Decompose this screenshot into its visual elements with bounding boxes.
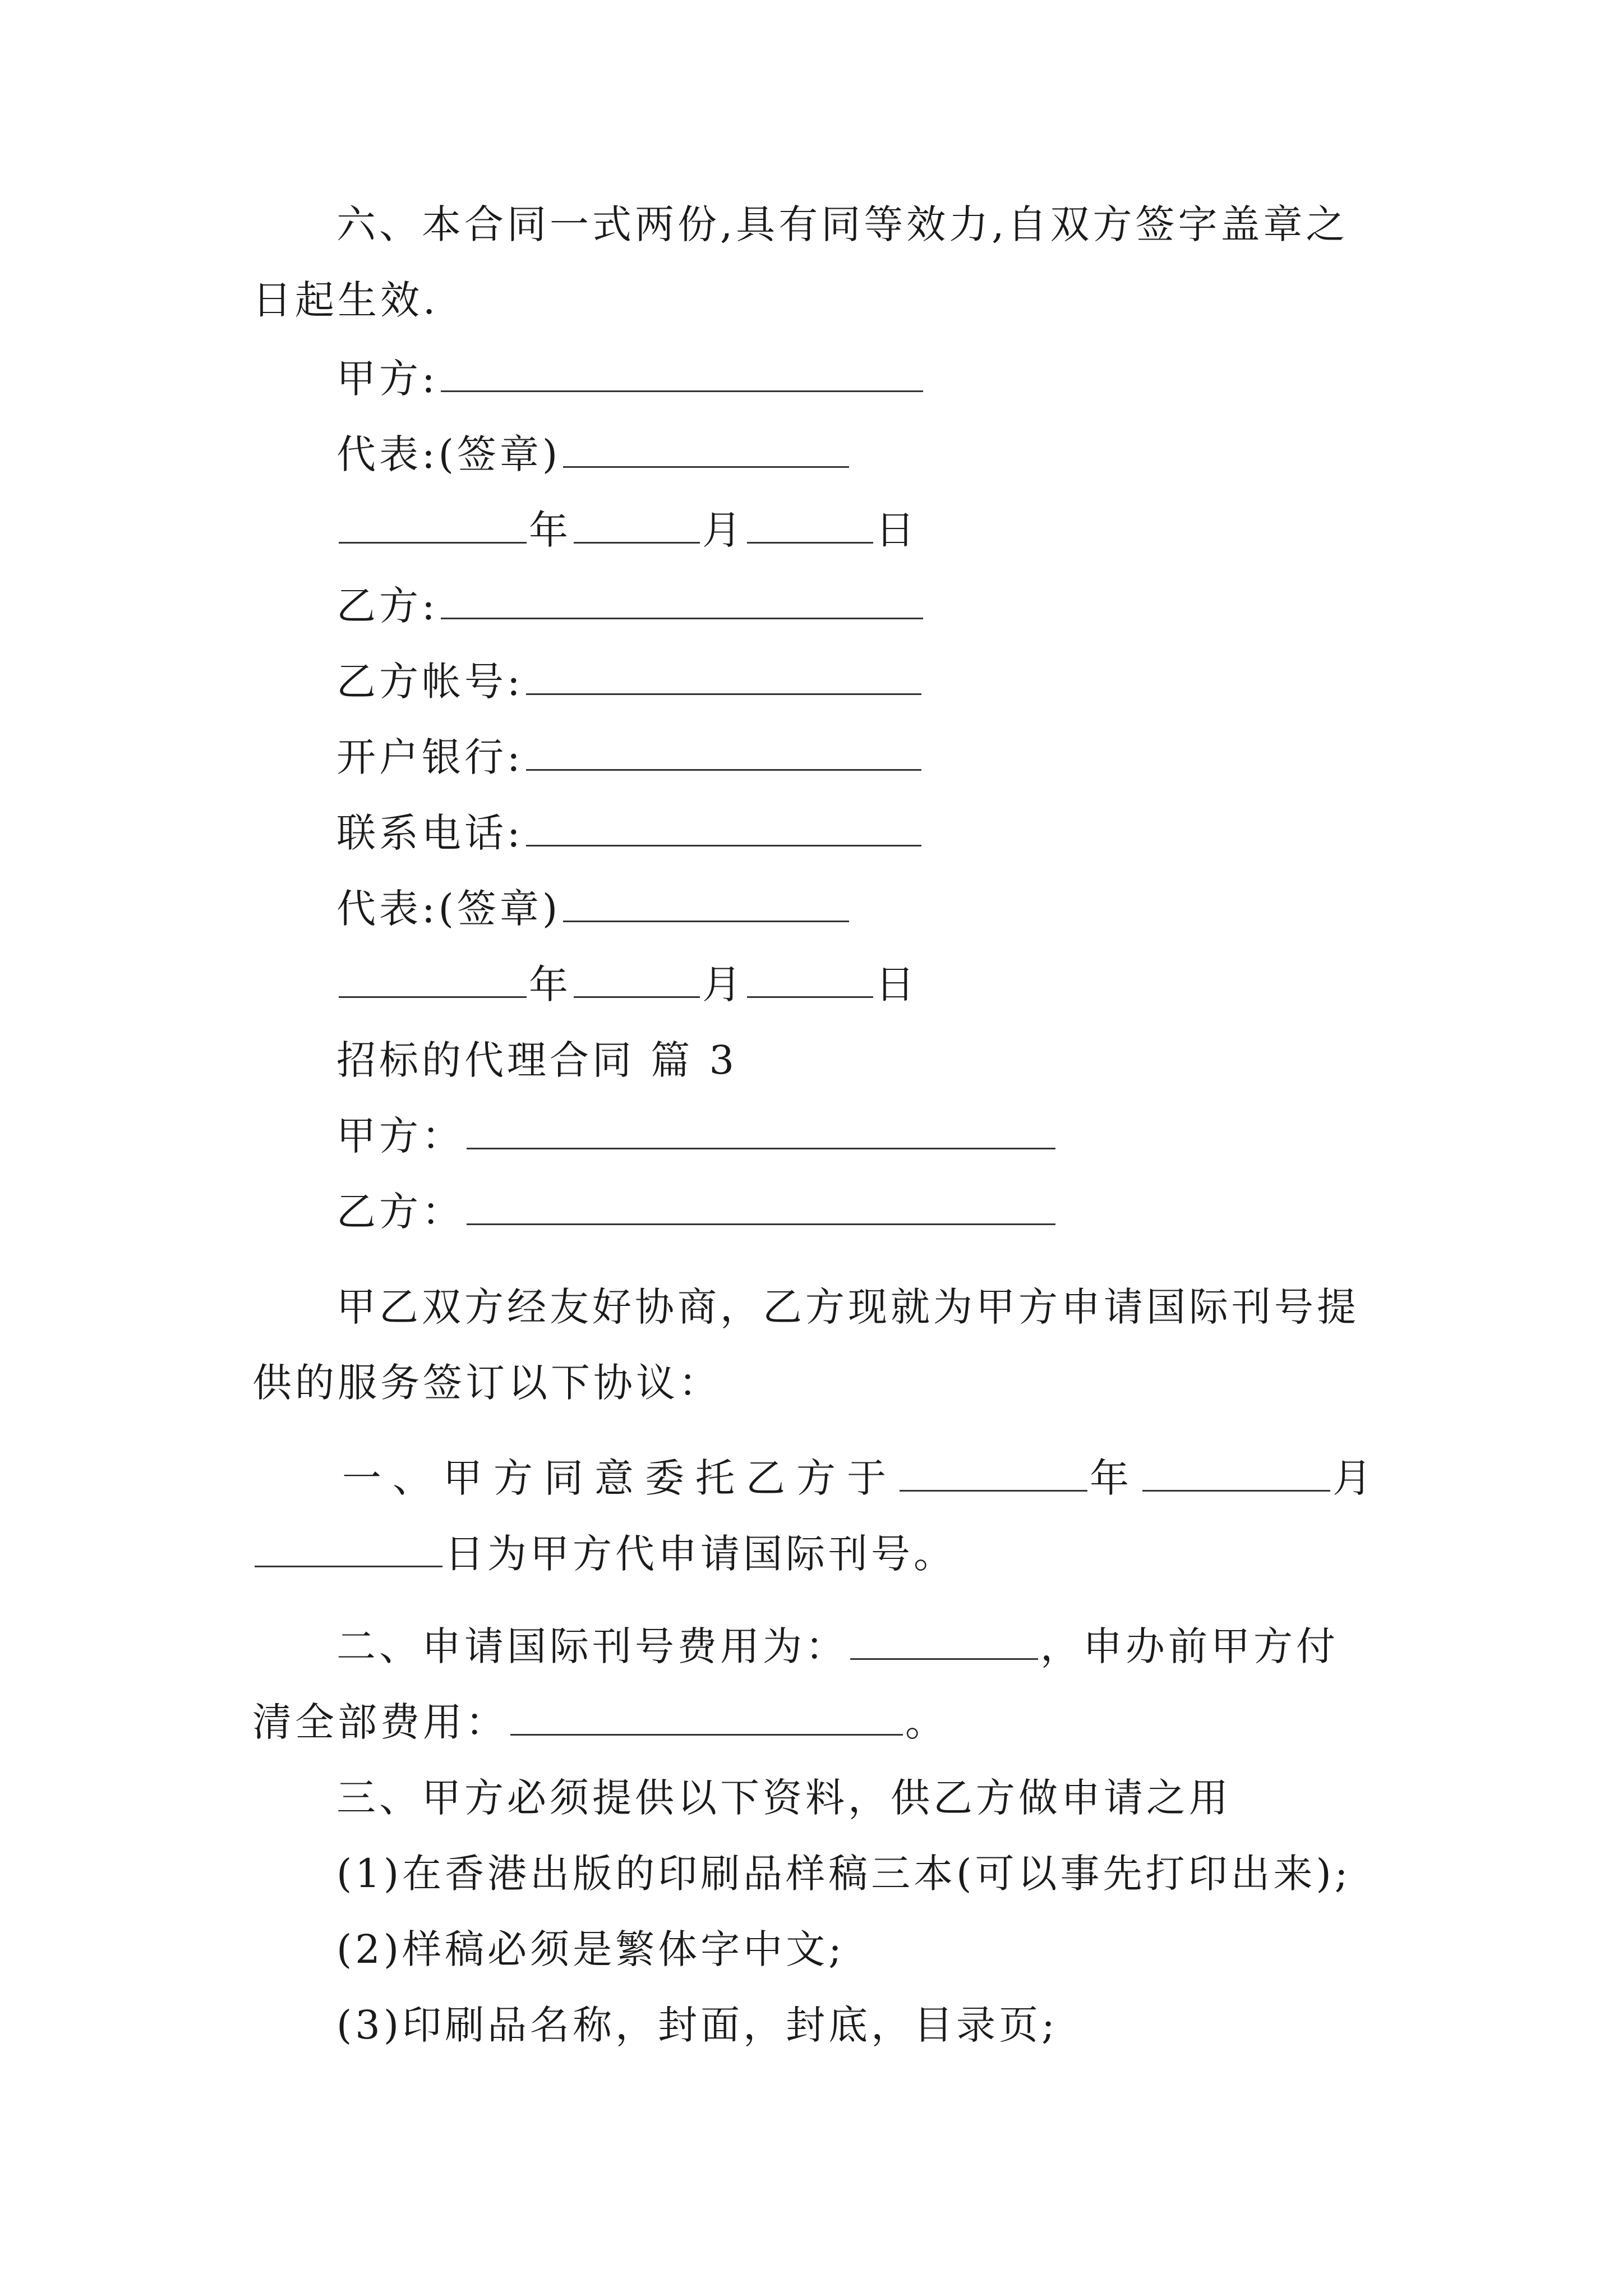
article-1-year-blank[interactable]	[900, 1451, 1087, 1492]
rep-a-row	[336, 426, 851, 482]
article-1-prefix: 一、甲方同意委托乙方于	[342, 1455, 897, 1501]
year-blank[interactable]	[339, 957, 527, 998]
bank-label: 开户银行:	[336, 734, 524, 780]
section-title: 招标的代理合同 篇 3	[336, 1037, 738, 1083]
article-3: 三、甲方必须提供以下资料，供乙方做申请之用	[336, 1775, 1232, 1821]
month-label: 月	[702, 507, 745, 553]
clause-6-line-2: 日起生效.	[252, 277, 439, 323]
party-a-blank[interactable]	[441, 351, 923, 392]
party-b-label: 乙方:	[336, 583, 439, 629]
rep-b-label: 代表:(签章)	[336, 886, 561, 932]
article-1-line-1	[342, 1450, 1383, 1506]
contract3-party-b-blank[interactable]	[467, 1184, 1055, 1225]
rep-a-label: 代表:(签章)	[336, 431, 561, 477]
rep-b-signature-blank[interactable]	[563, 881, 849, 922]
party-a-row	[336, 351, 925, 407]
article-1-line-2-text: 日为甲方代申请国际刊号。	[445, 1531, 956, 1577]
article-2-line-2-prefix: 清全部费用：	[252, 1699, 508, 1745]
year-label: 年	[529, 961, 571, 1007]
year-blank[interactable]	[339, 503, 527, 544]
party-b-account-label: 乙方帐号:	[336, 659, 524, 705]
intro-line-2: 供的服务签订以下协议：	[252, 1360, 721, 1406]
party-b-row	[336, 578, 925, 634]
date-a-row	[336, 502, 918, 558]
bank-row	[336, 729, 924, 785]
list-item-3: (3)印刷品名称，封面，封底，目录页;	[336, 2002, 1058, 2048]
party-b-account-blank[interactable]	[526, 654, 921, 695]
clause-6-line-1: 六、本合同一式两份,具有同等效力,自双方签字盖章之	[336, 201, 1349, 247]
rep-b-row	[336, 881, 851, 937]
article-2-total-blank[interactable]	[510, 1695, 903, 1736]
article-2-line-2	[252, 1694, 948, 1750]
day-blank[interactable]	[747, 957, 873, 998]
party-a-label: 甲方:	[336, 356, 439, 402]
year-label: 年	[529, 507, 571, 553]
article-1-line-2	[252, 1526, 956, 1582]
day-label: 日	[875, 507, 918, 553]
day-label: 日	[875, 961, 918, 1007]
contract3-party-a-row	[336, 1108, 1058, 1164]
phone-label: 联系电话:	[336, 810, 524, 856]
article-1-month-blank[interactable]	[1142, 1451, 1330, 1492]
contract3-party-b-label: 乙方：	[336, 1189, 464, 1235]
phone-blank[interactable]	[526, 806, 921, 846]
bank-blank[interactable]	[526, 730, 921, 771]
day-blank[interactable]	[747, 503, 873, 544]
contract3-party-a-blank[interactable]	[467, 1108, 1055, 1149]
article-2-fee-blank[interactable]	[850, 1619, 1038, 1660]
article-2-line-1	[336, 1618, 1339, 1674]
month-label: 月	[702, 961, 745, 1007]
article-1-year-label: 年	[1090, 1455, 1140, 1501]
contract3-party-a-label: 甲方：	[336, 1113, 464, 1159]
list-item-2: (2)样稿必须是繁体字中文;	[336, 1926, 845, 1972]
party-b-account-row	[336, 654, 924, 710]
article-1-month-label: 月	[1332, 1455, 1383, 1501]
article-2-suffix: ，申办前甲方付	[1040, 1623, 1339, 1669]
phone-row	[336, 805, 924, 861]
article-2-line-2-suffix: 。	[905, 1699, 948, 1745]
rep-a-signature-blank[interactable]	[563, 427, 849, 468]
article-2-prefix: 二、申请国际刊号费用为：	[336, 1623, 848, 1669]
contract3-party-b-row	[336, 1184, 1058, 1240]
intro-line-1: 甲乙双方经友好协商，乙方现就为甲方申请国际刊号提	[336, 1284, 1359, 1330]
month-blank[interactable]	[574, 503, 700, 544]
date-b-row	[336, 956, 918, 1013]
month-blank[interactable]	[574, 957, 700, 998]
article-1-day-blank[interactable]	[255, 1526, 442, 1567]
party-b-blank[interactable]	[441, 578, 923, 619]
list-item-1: (1)在香港出版的印刷品样稿三本(可以事先打印出来);	[336, 1851, 1352, 1897]
